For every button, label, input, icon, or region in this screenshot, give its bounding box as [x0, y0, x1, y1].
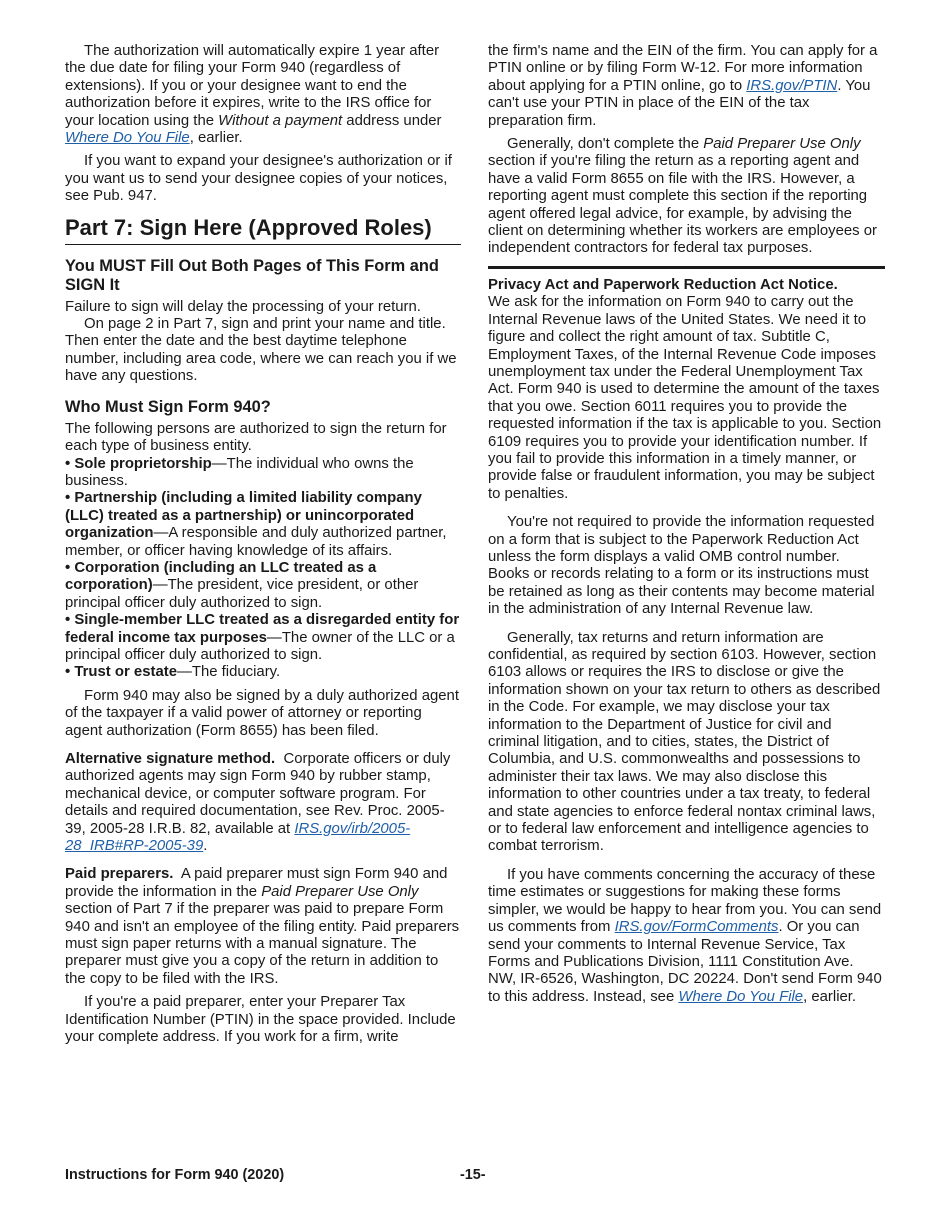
confidentiality-paragraph: Generally, tax returns and return information are confidential, as required by section 6103. However, section 6103 allows or requires the IRS to disclose or give the information shown on your tax return to others as described in the Code. For example, we may disclose your tax information to the Department of Justice for civil and criminal litigation, and to cities, states, the District of Columbia, and U.S. commonwealths and possessions to administer their tax laws. We may also disclose this information to other countries under a tax treaty, to federal and state agencies to enforce federal nontax criminal laws, or to federal law enforcement and intelligence agencies to combat terrorism. — [488, 629, 881, 855]
where-do-you-file-link-2[interactable]: Where Do You File — [678, 988, 804, 1005]
rev-proc-link[interactable]: IRS.gov/irb/2005-28_IRB#RP-2005-39 — [65, 820, 411, 855]
firm-ein-paragraph: the firm's name and the EIN of the firm. You can apply for a PTIN online or by filing Form W-12. For more information about applying for a PTIN online, go to IRS.gov/PTIN. You can't use your PTIN in place of the EIN of the tax preparation firm. — [488, 43, 878, 129]
sign-instructions-paragraph: On page 2 in Part 7, sign and print your name and title. Then enter the date and the best daytime telephone number, including area code, where we can reach you if we have any questions. — [65, 316, 457, 385]
right-column — [488, 43, 885, 1012]
list-item: • Partnership (including a limited liability company (LLC) treated as a partnership) or unincorporated organization—A responsible and duly authorized partner, member, or officer having knowledge of its affairs. — [65, 490, 447, 559]
irs-ptin-link[interactable]: IRS.gov/PTIN — [746, 77, 838, 94]
form-comments-link[interactable]: IRS.gov/FormComments — [614, 919, 779, 936]
failure-to-sign-paragraph: Failure to sign will delay the processing of your return. — [65, 298, 421, 315]
paid-preparers-paragraph: Paid preparers. A paid preparer must sign Form 940 and provide the information in the Paid Preparer Use Only section of Part 7 if the preparer was paid to prepare Form 940 and isn't an employee of the filing entity. Paid preparers must sign paper returns with a manual signature. The preparer must give you a copy of the return in addition to the copy to be filed with the IRS. — [65, 866, 460, 987]
ptin-paragraph: If you're a paid preparer, enter your Preparer Tax Identification Number (PTIN) in the space provided. Include your complete address. If you work for a firm, write — [65, 994, 456, 1046]
section-divider — [488, 266, 885, 269]
privacy-act-paragraph: Privacy Act and Paperwork Reduction Act Notice. We ask for the information on Form 940 to carry out the Internal Revenue laws of the United States. We need it to figure and collect the right amount of tax. Subtitle C, Employment Taxes, of the Internal Revenue Code imposes unemployment tax under the Federal Unemployment Tax Act. Form 940 is used to determine the amount of the taxes that you owe. Section 6011 requires you to provide the requested information if the tax is applicable to you. Section 6109 requires you to provide your identification number. If you fail to provide this information in a timely manner, or provide false or fraudulent information, you may be subject to penalties. — [488, 276, 882, 502]
left-column — [65, 43, 461, 1053]
footer-page-number: -15- — [460, 1167, 486, 1183]
authorization-expiry-paragraph: The authorization will automatically expire 1 year after the due date for filing your Form 940 (regardless of extensions). If you or your designee want to end the authorization before it expires, write to the IRS office for your location using the Without a payment address under Where Do You File, earlier. — [65, 43, 442, 147]
expand-authorization-paragraph: If you want to expand your designee's authorization or if you want us to send your designee copies of your notices, see Pub. 947. — [65, 153, 452, 205]
list-item: • Corporation (including an LLC treated as a corporation)—The president, vice president, or other principal officer duly authorized to sign. — [65, 559, 419, 611]
must-fill-heading: You MUST Fill Out Both Pages of This Form and SIGN It — [65, 256, 439, 294]
authorized-persons-paragraph: The following persons are authorized to sign the return for each type of business entity. — [65, 420, 447, 455]
part-7-title: Part 7: Sign Here (Approved Roles) — [65, 215, 461, 245]
entity-list — [65, 456, 461, 682]
list-item: • Single-member LLC treated as a disregarded entity for federal income tax purposes—The owner of the LLC or a principal officer duly authorized to sign. — [65, 612, 460, 663]
footer-document-title: Instructions for Form 940 (2020) — [65, 1167, 285, 1183]
comments-paragraph: If you have comments concerning the accuracy of these time estimates or suggestions for making these forms simpler, we would be happy to hear from you. You can send us comments from IRS.gov/FormComments. Or you can send your comments to Internal Revenue Service, Tax Forms and Publications Division, 1111 Constitution Ave. NW, IR-6526, Washington, DC 20224. Don't send Form 940 to this address. Instead, see Where Do You File, earlier. — [488, 866, 882, 1005]
where-do-you-file-link[interactable]: Where Do You File — [65, 130, 190, 147]
list-item: • Sole proprietorship—The individual who owns the business. — [65, 455, 414, 489]
agent-signing-paragraph: Form 940 may also be signed by a duly authorized agent of the taxpayer if a valid power of attorney or reporting agent authorization (Form 8655) has been filed. — [65, 687, 459, 739]
reporting-agent-paragraph: Generally, don't complete the Paid Preparer Use Only section if you're filing the return as a reporting agent and have a valid Form 8655 on file with the IRS. However, a reporting agent must complete this section if the reporting agent offered legal advice, for example, by advising the client on determining whether its workers are employees or independent contractors for federal tax purposes. — [488, 136, 877, 257]
alternative-signature-paragraph: Alternative signature method. Corporate officers or duly authorized agents may sign Form 940 by rubber stamp, mechanical device, or computer software program. For details and required documentation, see Rev. Proc. 2005-39, 2005-28 I.R.B. 82, available at IRS.gov/irb/2005-28_IRB#RP-2005-39. — [65, 751, 451, 855]
who-must-sign-heading: Who Must Sign Form 940? — [65, 397, 271, 416]
list-item: • Trust or estate—The fiduciary. — [65, 664, 281, 681]
omb-paragraph: You're not required to provide the information requested on a form that is subject to the Paperwork Reduction Act unless the form displays a valid OMB control number. Books or records relating to a form or its instructions must be retained as long as their contents may become material in the administration of any Internal Revenue law. — [488, 514, 875, 618]
